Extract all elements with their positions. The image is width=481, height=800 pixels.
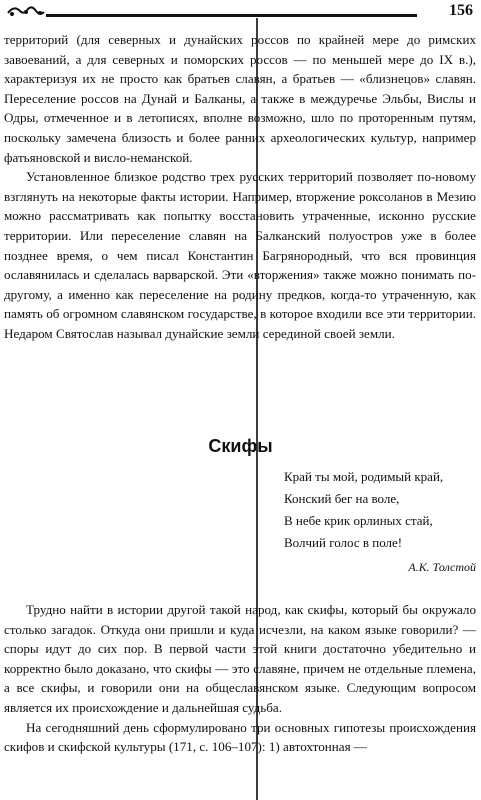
section-paragraph-2: На сегодняшний день сформулировано три основных гипотезы происхождения скифов и скифской культуры (171, с. 106–107): 1) автохтонная — [4,719,476,755]
epigraph-line: Волчий голос в поле! [284,535,403,550]
section-title: Скифы [208,436,273,456]
header-rule [46,14,417,17]
section-text [4,600,476,757]
section-paragraph-1: Трудно найти в истории другой такой народ, как скифы, который бы окружало столько загадок. Откуда они пришли и куда исчезли, на каком языке говорили? — споры идут до сих пор. В первой части этой книги достаточно убедительно и корректно было доказано, что скифы — это славяне, причем не отдельные племена, а все скифы, и говорили они на общеславянском языке. Следующим вопросом является их происхождение и дальнейшая судьба. [4,602,476,715]
epigraph-line: Конский бег на воле, [284,491,400,506]
epigraph-line: Край ты мой, родимый край, [284,469,444,484]
epigraph-line: В небе крик орлиных стай, [284,513,433,528]
main-text [4,30,476,344]
paragraph-1: территорий (для северных и дунайских россов по крайней мере до римских завоеваний, а для северных и поморских россов — по меньшей мере до IX в.), характеризуя их не просто как братьев славян, а братьев — «близнецов» славян. Переселение россов на Дунай и Балканы, а также в междуречье Эльбы, Вислы и Одры, отмеченное и в летописях, вполне возможно, шло по проторенным путям, поскольку замечена близость и более ранних археологических культур, например фатьяновской и висло-неманской. [4,32,476,165]
epigraph [284,466,476,578]
epigraph-author: А.К. Толстой [408,560,476,574]
paragraph-2: Установленное близкое родство трех русских территорий позволяет по-новому взглянуть на некоторые факты истории. Например, вторжение роксоланов в Мезию можно рассматривать как попытку восстановить утраченные, исконно русские территории. Или переселение славян на Балканский полуостров уже в более позднее время, о чем писал Константин Багрянородный, что вся провинция ославянилась и сделалась варварской. Эти «вторжения» также можно понимать по-другому, а именно как переселение на родину предков, когда-то утраченную, как память об огромном славянском государстве, в которое входили все эти территории. Недаром Святослав называл дунайские земли серединой своей земли. [4,169,476,341]
page-number: 156 [449,2,473,19]
ornament-icon [6,3,46,19]
